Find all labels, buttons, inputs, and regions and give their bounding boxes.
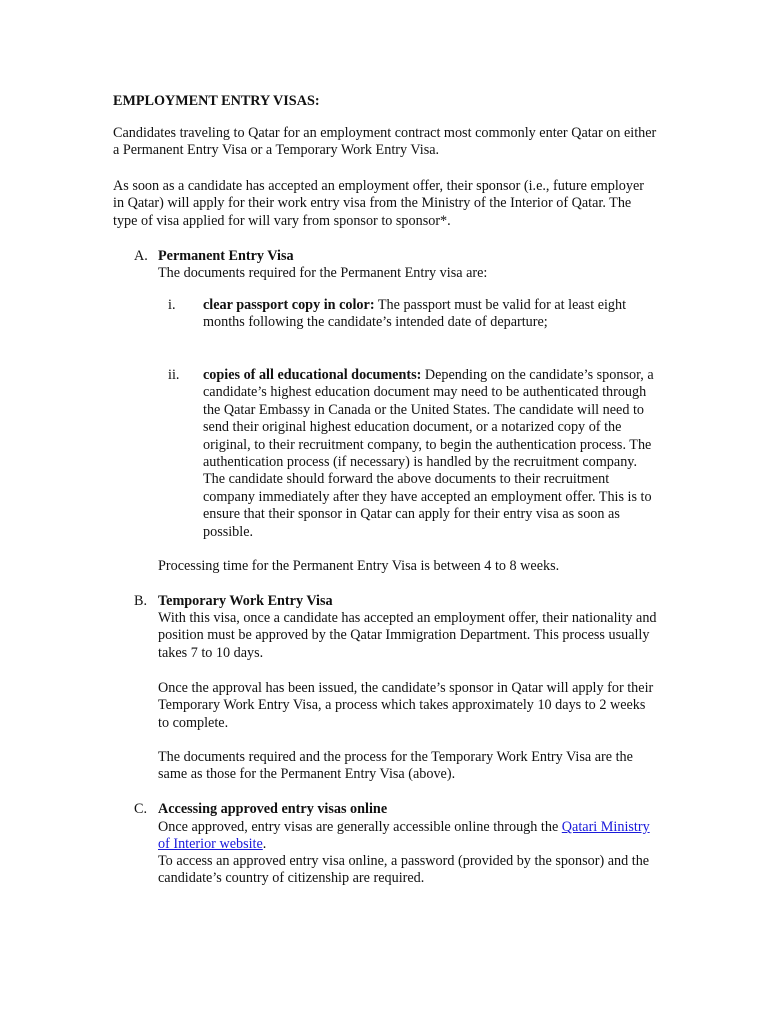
section-b-paragraph-1: With this visa, once a candidate has accepted an employment offer, their nationality and position must be approved by the Qatar Immigration Department. This process usually takes 7 to 10 days. xyxy=(158,610,657,661)
section-c-text-after: . xyxy=(262,836,267,853)
item-passport-text: The passport must be valid for at least eight months following the candidate’s intended date of departure; xyxy=(203,297,627,331)
section-a-marker: A. xyxy=(134,248,148,264)
section-b-paragraph-2: Once the approval has been issued, the candidate’s sponsor in Qatar will apply for their Temporary Work Entry Visa, a process which takes approximately 10 days to 2 weeks to complete. xyxy=(158,680,654,731)
section-c-heading: Accessing approved entry visas online xyxy=(158,801,388,817)
item-ii-marker: ii. xyxy=(168,367,180,383)
item-education-label: copies of all educational documents: xyxy=(203,367,422,383)
section-a-lead: The documents required for the Permanent Entry visa are: xyxy=(158,265,488,281)
item-i-marker: i. xyxy=(168,297,176,313)
section-c-marker: C. xyxy=(134,801,148,817)
section-b-heading: Temporary Work Entry Visa xyxy=(158,593,333,609)
section-c-paragraph-1 xyxy=(158,819,658,854)
intro-paragraph-2: As soon as a candidate has accepted an employment offer, their sponsor (i.e., future employer in Qatar) will apply for their work entry visa from the Ministry of the Interior of Qatar. The type of visa applied for will vary from sponsor to sponsor*. xyxy=(113,178,645,229)
section-b-paragraph-3: The documents required and the process for the Temporary Work Entry Visa are the same as those for the Permanent Entry Visa (above). xyxy=(158,749,633,783)
section-c-text-before: Once approved, entry visas are generally accessible online through the xyxy=(158,819,562,835)
section-a-processing: Processing time for the Permanent Entry Visa is between 4 to 8 weeks. xyxy=(158,558,560,574)
section-a-heading: Permanent Entry Visa xyxy=(158,248,294,264)
item-passport-label: clear passport copy in color: xyxy=(203,297,375,313)
ministry-website-link[interactable]: Qatari Ministry of Interior website xyxy=(158,819,650,853)
item-education xyxy=(203,367,655,541)
item-passport xyxy=(203,297,655,332)
section-c-paragraph-2: To access an approved entry visa online, a password (provided by the sponsor) and the candidate’s country of citizenship are required. xyxy=(158,853,650,887)
item-education-text: Depending on the candidate’s sponsor, a candidate’s highest education document may need to be authenticated through the Qatar Embassy in Canada or the United States. The candidate will need to send their original highest education document, or a notarized copy of the original, to their recruitment company, to begin the authentication process. The authentication process (if necessary) is handled by the recruitment company. The candidate should forward the above documents to their recruitment company immediately after they have accepted an employment offer. This is to ensure that their sponsor in Qatar can apply for their entry visa as soon as possible. xyxy=(203,367,654,540)
intro-paragraph-1: Candidates traveling to Qatar for an employment contract most commonly enter Qatar on either a Permanent Entry Visa or a Temporary Work Entry Visa. xyxy=(113,125,657,159)
section-b-marker: B. xyxy=(134,593,148,609)
page-title: EMPLOYMENT ENTRY VISAS: xyxy=(113,93,320,109)
